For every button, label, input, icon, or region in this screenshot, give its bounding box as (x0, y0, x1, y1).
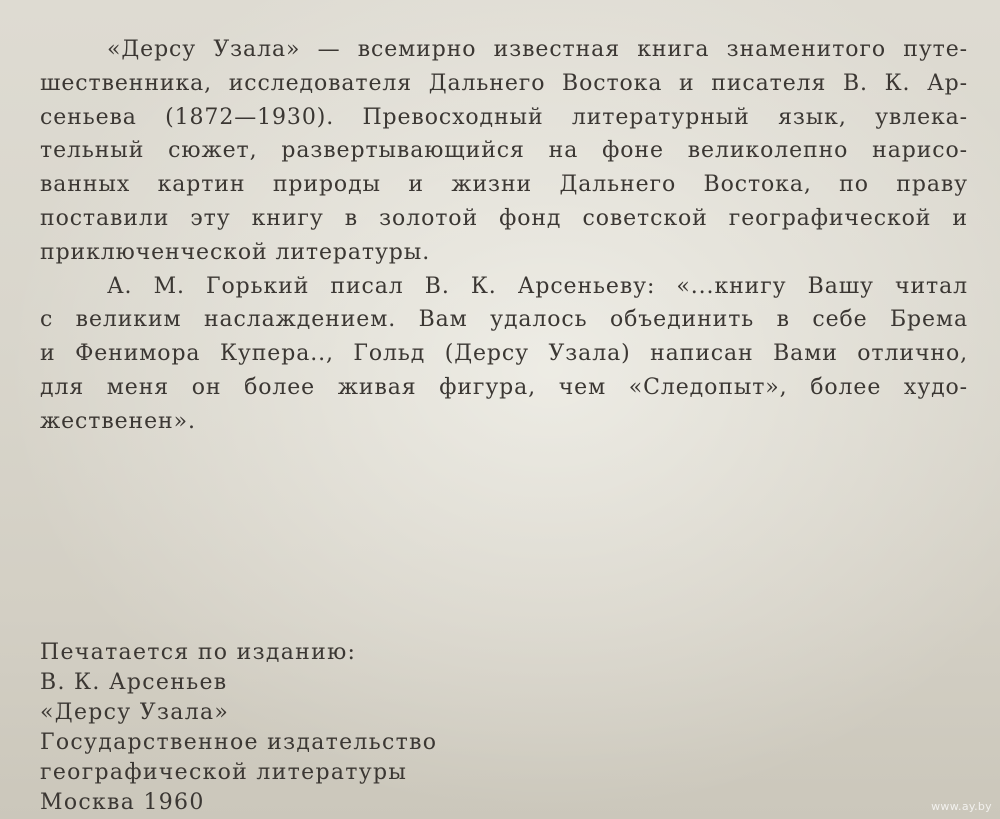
text-line: «Дерсу Узала» — всемирно известная книга знаменитого путе- (107, 37, 968, 62)
imprint-line: Печатается по изданию: (40, 640, 357, 665)
text-line: тельный сюжет, развертывающийся на фоне великолепно нарисо- (40, 138, 968, 164)
edition-imprint (40, 638, 437, 818)
text-line: ванных картин природы и жизни Дальнего Востока, по праву (40, 172, 968, 198)
text-line: для меня он более живая фигура, чем «Следопыт», более худо- (40, 374, 968, 400)
imprint-line: «Дерсу Узала» (40, 700, 230, 725)
text-line: поставили эту книгу в золотой фонд советской географической и (40, 205, 968, 231)
annotation-text (40, 33, 968, 439)
watermark: www.ay.by (931, 800, 992, 813)
imprint-line: географической литературы (40, 760, 408, 785)
text-line: приключенческой литературы. (40, 239, 431, 265)
imprint-line: Москва 1960 (40, 790, 205, 815)
text-line: А. М. Горький писал В. К. Арсеньеву: «...книгу Вашу читал (107, 273, 968, 299)
imprint-line: Государственное издательство (40, 730, 438, 755)
imprint-line: В. К. Арсеньев (40, 670, 228, 695)
text-line: шественника, исследователя Дальнего Востока и писателя В. К. Ар- (40, 70, 968, 96)
paragraph-about-book (40, 33, 968, 270)
text-line: жественен». (40, 408, 196, 434)
paragraph-gorky-quote (40, 270, 968, 439)
text-line: и Фенимора Купера.., Гольд (Дерсу Узала) написан Вами отлично, (40, 341, 968, 367)
text-line: с великим наслаждением. Вам удалось объединить в себе Брема (40, 307, 968, 333)
text-line: сеньева (1872—1930). Превосходный литературный язык, увлека- (40, 104, 968, 130)
